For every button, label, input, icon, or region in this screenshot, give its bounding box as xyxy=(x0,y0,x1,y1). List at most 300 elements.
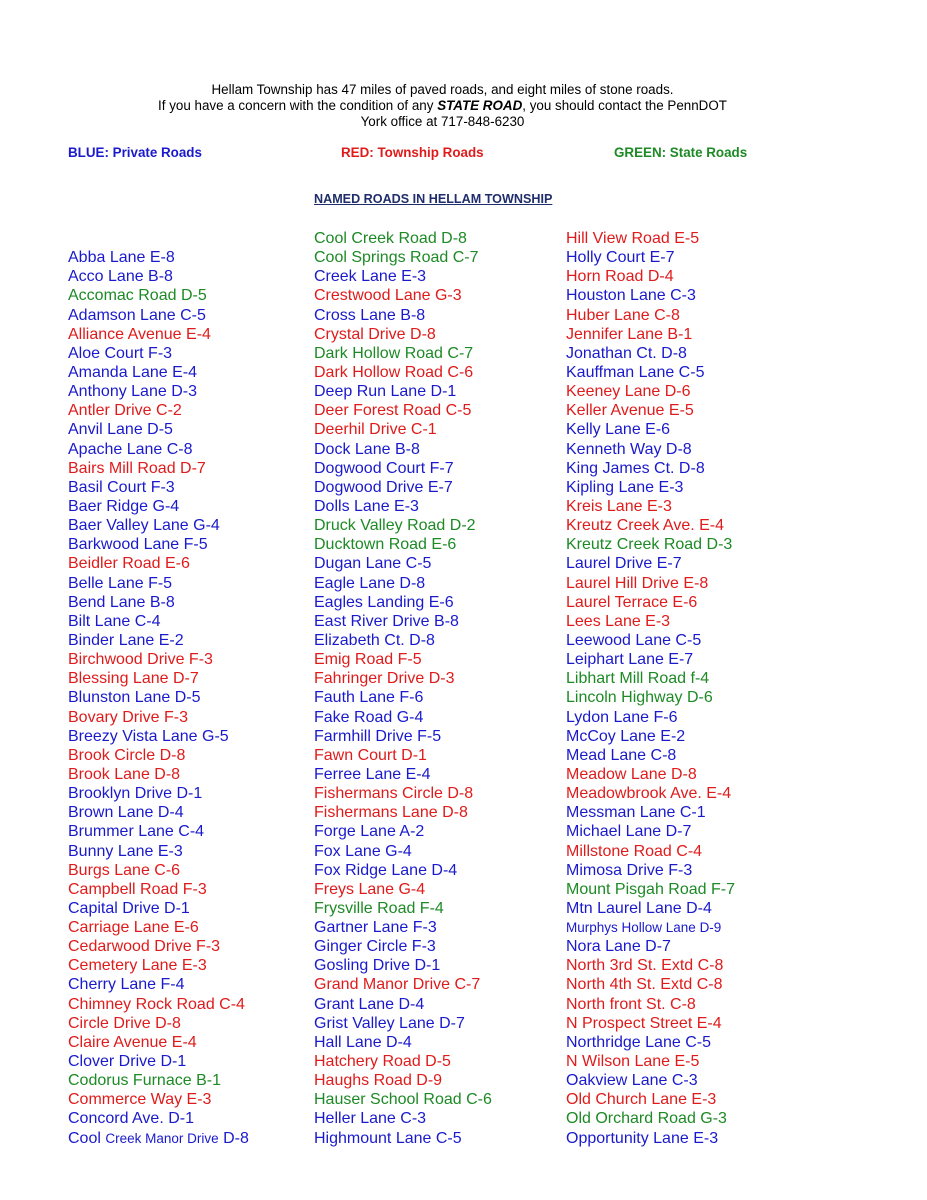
road-entry xyxy=(314,975,492,994)
road-entry xyxy=(314,325,492,344)
road-name: Claire Avenue E-4 xyxy=(68,1033,197,1051)
road-entry xyxy=(314,784,492,803)
road-entry xyxy=(566,899,735,918)
road-name: Bunny Lane E-3 xyxy=(68,842,183,860)
road-name: Mtn Laurel Lane D-4 xyxy=(566,899,712,917)
road-entry xyxy=(68,516,249,535)
road-name: Fawn Court D-1 xyxy=(314,746,427,764)
road-name: Anthony Lane D-3 xyxy=(68,383,197,401)
road-name: Clover Drive D-1 xyxy=(68,1053,187,1071)
road-entry xyxy=(566,861,735,880)
road-entry xyxy=(68,1071,249,1090)
road-name: North 3rd St. Extd C-8 xyxy=(566,957,724,975)
road-name: Brummer Lane C-4 xyxy=(68,823,205,841)
road-entry xyxy=(68,995,249,1014)
road-entry xyxy=(566,918,735,937)
road-name: Bairs Mill Road D-7 xyxy=(68,459,206,477)
road-name: Dark Hollow Road C-6 xyxy=(314,363,474,381)
road-entry xyxy=(566,459,735,478)
road-entry xyxy=(68,1033,249,1052)
road-entry xyxy=(68,229,249,248)
road-entry xyxy=(566,746,735,765)
road-entry xyxy=(566,306,735,325)
road-name: Blunston Lane D-5 xyxy=(68,689,201,707)
road-name: Anvil Lane D-5 xyxy=(68,421,173,439)
road-entry xyxy=(566,803,735,822)
road-entry xyxy=(68,1109,249,1128)
road-entry xyxy=(68,401,249,420)
road-name: Leewood Lane C-5 xyxy=(566,631,702,649)
intro-line-2 xyxy=(0,98,885,114)
road-entry xyxy=(314,1033,492,1052)
road-name: Beidler Road E-6 xyxy=(68,555,190,573)
road-entry xyxy=(566,420,735,439)
road-entry xyxy=(314,1071,492,1090)
road-name: Gartner Lane F-3 xyxy=(314,919,437,937)
road-entry xyxy=(68,650,249,669)
road-name: Alliance Avenue E-4 xyxy=(68,325,211,343)
road-entry xyxy=(566,612,735,631)
road-entry xyxy=(314,306,492,325)
road-name: Forge Lane A-2 xyxy=(314,823,425,841)
road-entry xyxy=(68,937,249,956)
road-entry xyxy=(314,861,492,880)
road-entry xyxy=(566,975,735,994)
road-entry xyxy=(68,267,249,286)
road-name: Dugan Lane C-5 xyxy=(314,555,432,573)
road-entry xyxy=(566,708,735,727)
road-name: Cemetery Lane E-3 xyxy=(68,957,207,975)
road-name: Kenneth Way D-8 xyxy=(566,440,692,458)
road-name: Kauffman Lane C-5 xyxy=(566,363,705,381)
road-name: Eagles Landing E-6 xyxy=(314,593,454,611)
road-entry xyxy=(314,554,492,573)
road-name: East River Drive B-8 xyxy=(314,612,459,630)
road-name: Messman Lane C-1 xyxy=(566,804,706,822)
road-name: Mead Lane C-8 xyxy=(566,746,677,764)
road-name: King James Ct. D-8 xyxy=(566,459,705,477)
road-name: Breezy Vista Lane G-5 xyxy=(68,727,229,745)
road-name: Blessing Lane D-7 xyxy=(68,670,199,688)
road-entry xyxy=(68,842,249,861)
road-entry xyxy=(566,822,735,841)
road-entry xyxy=(314,937,492,956)
road-name: Fauth Lane F-6 xyxy=(314,689,424,707)
road-name: Cherry Lane F-4 xyxy=(68,976,185,994)
road-entry xyxy=(566,631,735,650)
road-name: Laurel Terrace E-6 xyxy=(566,593,698,611)
road-name: Baer Ridge G-4 xyxy=(68,497,180,515)
road-entry xyxy=(68,325,249,344)
road-name: Holly Court E-7 xyxy=(566,249,675,267)
road-entry xyxy=(314,842,492,861)
road-entry xyxy=(566,382,735,401)
road-name: Kreutz Creek Ave. E-4 xyxy=(566,517,724,535)
road-entry xyxy=(566,344,735,363)
road-name: Brown Lane D-4 xyxy=(68,804,184,822)
road-name: Horn Road D-4 xyxy=(566,268,674,286)
road-entry xyxy=(566,727,735,746)
road-name: Dogwood Drive E-7 xyxy=(314,478,453,496)
legend-state: GREEN: State Roads xyxy=(614,145,748,160)
road-name: Lincoln Highway D-6 xyxy=(566,689,713,707)
road-entry xyxy=(566,669,735,688)
road-entry xyxy=(68,1090,249,1109)
road-name: Lees Lane E-3 xyxy=(566,612,671,630)
road-name: Burgs Lane C-6 xyxy=(68,861,181,879)
road-name: Deer Forest Road C-5 xyxy=(314,402,472,420)
road-name: Codorus Furnace B-1 xyxy=(68,1072,221,1090)
road-entry xyxy=(314,650,492,669)
state-road-emphasis: STATE ROAD xyxy=(437,98,523,113)
road-entry xyxy=(314,956,492,975)
road-entry xyxy=(566,765,735,784)
road-name: Apache Lane C-8 xyxy=(68,440,193,458)
road-entry xyxy=(68,382,249,401)
road-name: Campbell Road F-3 xyxy=(68,880,207,898)
road-entry xyxy=(566,880,735,899)
road-entry xyxy=(566,1090,735,1109)
road-entry xyxy=(68,631,249,650)
road-name: Dolls Lane E-3 xyxy=(314,497,419,515)
road-name: Abba Lane E-8 xyxy=(68,249,175,267)
road-entry xyxy=(68,497,249,516)
road-entry xyxy=(566,937,735,956)
road-name: Concord Ave. D-1 xyxy=(68,1110,194,1128)
road-entry xyxy=(314,1090,492,1109)
road-entry xyxy=(68,478,249,497)
road-entry xyxy=(314,382,492,401)
road-name: Fahringer Drive D-3 xyxy=(314,670,455,688)
road-name: Mount Pisgah Road F-7 xyxy=(566,880,735,898)
road-entry xyxy=(314,631,492,650)
road-entry xyxy=(314,229,492,248)
intro-line-2-post: , you should contact the PennDOT xyxy=(522,98,727,113)
road-entry xyxy=(68,440,249,459)
road-entry xyxy=(566,650,735,669)
road-name: N Prospect Street E-4 xyxy=(566,1014,722,1032)
road-name: Emig Road F-5 xyxy=(314,651,422,669)
road-entry xyxy=(68,1014,249,1033)
road-entry xyxy=(314,478,492,497)
road-name: Cedarwood Drive F-3 xyxy=(68,938,221,956)
road-entry xyxy=(566,248,735,267)
legend-private: BLUE: Private Roads xyxy=(68,145,202,160)
road-name: Nora Lane D-7 xyxy=(566,938,671,956)
road-name: Dogwood Court F-7 xyxy=(314,459,454,477)
road-entry xyxy=(314,459,492,478)
road-name: Houston Lane C-3 xyxy=(566,287,696,305)
road-entry xyxy=(68,574,249,593)
road-name: Jennifer Lane B-1 xyxy=(566,325,693,343)
road-name: Bilt Lane C-4 xyxy=(68,612,161,630)
road-entry xyxy=(566,363,735,382)
road-name: Cool Springs Road C-7 xyxy=(314,249,479,267)
road-name: Basil Court F-3 xyxy=(68,478,175,496)
road-name: Farmhill Drive F-5 xyxy=(314,727,442,745)
road-entry xyxy=(68,459,249,478)
road-entry xyxy=(314,899,492,918)
road-entry xyxy=(314,420,492,439)
road-entry xyxy=(68,248,249,267)
road-name: Mimosa Drive F-3 xyxy=(566,861,693,879)
road-name: Oakview Lane C-3 xyxy=(566,1072,698,1090)
road-entry xyxy=(566,325,735,344)
road-name: Antler Drive C-2 xyxy=(68,402,182,420)
road-name: Aloe Court F-3 xyxy=(68,344,173,362)
road-entry xyxy=(314,516,492,535)
road-name: Haughs Road D-9 xyxy=(314,1072,443,1090)
road-entry xyxy=(566,995,735,1014)
legend-township: RED: Township Roads xyxy=(341,145,484,160)
road-name: Laurel Drive E-7 xyxy=(566,555,682,573)
road-entry xyxy=(314,995,492,1014)
road-entry xyxy=(566,286,735,305)
road-entry xyxy=(314,401,492,420)
road-entry xyxy=(566,593,735,612)
road-name: Druck Valley Road D-2 xyxy=(314,517,476,535)
road-entry xyxy=(314,497,492,516)
road-entry xyxy=(566,1033,735,1052)
road-name: Kelly Lane E-6 xyxy=(566,421,671,439)
road-entry xyxy=(566,1071,735,1090)
road-entry xyxy=(68,306,249,325)
road-entry xyxy=(566,1129,735,1148)
road-entry xyxy=(68,918,249,937)
road-name: Bovary Drive F-3 xyxy=(68,708,189,726)
road-name: Fox Ridge Lane D-4 xyxy=(314,861,458,879)
road-name: Crestwood Lane G-3 xyxy=(314,287,462,305)
road-column-3 xyxy=(566,229,735,1148)
road-name: Laurel Hill Drive E-8 xyxy=(566,574,709,592)
road-entry xyxy=(566,1109,735,1128)
road-entry xyxy=(314,727,492,746)
road-name: North 4th St. Extd C-8 xyxy=(566,976,723,994)
road-entry xyxy=(314,248,492,267)
road-entry xyxy=(68,727,249,746)
road-entry xyxy=(68,861,249,880)
road-entry xyxy=(566,516,735,535)
road-entry xyxy=(566,842,735,861)
road-entry xyxy=(68,1129,249,1148)
road-name: Commerce Way E-3 xyxy=(68,1091,212,1109)
road-entry xyxy=(68,286,249,305)
road-name: Hatchery Road D-5 xyxy=(314,1053,451,1071)
road-entry xyxy=(314,880,492,899)
road-name: Bend Lane B-8 xyxy=(68,593,175,611)
road-entry xyxy=(314,746,492,765)
road-entry xyxy=(566,554,735,573)
road-entry xyxy=(68,688,249,707)
road-name: Grand Manor Drive C-7 xyxy=(314,976,481,994)
road-name: Fake Road G-4 xyxy=(314,708,424,726)
road-name: Barkwood Lane F-5 xyxy=(68,536,208,554)
road-name: Adamson Lane C-5 xyxy=(68,306,206,324)
road-name: North front St. C-8 xyxy=(566,995,696,1013)
road-entry xyxy=(68,535,249,554)
road-entry xyxy=(314,267,492,286)
road-grid-ref: D-8 xyxy=(218,1129,249,1147)
road-entry xyxy=(68,554,249,573)
road-entry xyxy=(566,478,735,497)
road-entry xyxy=(68,708,249,727)
road-entry xyxy=(566,535,735,554)
road-entry xyxy=(314,286,492,305)
road-entry xyxy=(566,440,735,459)
road-name: Belle Lane F-5 xyxy=(68,574,173,592)
road-entry xyxy=(68,344,249,363)
road-entry xyxy=(68,975,249,994)
road-entry xyxy=(566,1052,735,1071)
road-entry xyxy=(68,784,249,803)
road-entry xyxy=(314,1109,492,1128)
road-entry xyxy=(314,1014,492,1033)
road-name: Lydon Lane F-6 xyxy=(566,708,678,726)
road-entry xyxy=(68,593,249,612)
intro-text xyxy=(0,82,885,130)
road-name: Old Orchard Road G-3 xyxy=(566,1110,727,1128)
road-name: Hill View Road E-5 xyxy=(566,230,700,247)
road-name: Creek Lane E-3 xyxy=(314,268,427,286)
road-entry xyxy=(68,1052,249,1071)
road-entry xyxy=(566,497,735,516)
road-name: Brooklyn Drive D-1 xyxy=(68,785,203,803)
road-entry xyxy=(314,612,492,631)
road-name-small: Creek Manor Drive xyxy=(105,1130,219,1146)
road-entry xyxy=(566,574,735,593)
road-name: Northridge Lane C-5 xyxy=(566,1033,711,1051)
road-name: Frysville Road F-4 xyxy=(314,899,444,917)
road-entry xyxy=(68,363,249,382)
road-name: Freys Lane G-4 xyxy=(314,880,426,898)
intro-line-2-pre: If you have a concern with the condition of any xyxy=(158,98,438,113)
road-name: Acco Lane B-8 xyxy=(68,268,173,286)
road-name: Deerhil Drive C-1 xyxy=(314,421,437,439)
road-entry xyxy=(68,765,249,784)
road-name: Fishermans Circle D-8 xyxy=(314,785,474,803)
road-entry xyxy=(314,535,492,554)
road-name: Ferree Lane E-4 xyxy=(314,765,431,783)
road-entry xyxy=(314,822,492,841)
road-entry xyxy=(314,344,492,363)
road-entry xyxy=(314,440,492,459)
road-name: Circle Drive D-8 xyxy=(68,1014,181,1032)
road-entry xyxy=(314,593,492,612)
road-entry xyxy=(314,669,492,688)
road-name: Old Church Lane E-3 xyxy=(566,1091,717,1109)
road-name: Carriage Lane E-6 xyxy=(68,919,199,937)
road-entry xyxy=(68,899,249,918)
road-name: Dark Hollow Road C-7 xyxy=(314,344,474,362)
road-name: Libhart Mill Road f-4 xyxy=(566,670,710,688)
road-name: Cool xyxy=(68,1129,106,1147)
road-name: Meadowbrook Ave. E-4 xyxy=(566,785,732,803)
road-name: Michael Lane D-7 xyxy=(566,823,692,841)
road-entry xyxy=(68,612,249,631)
intro-line-1: Hellam Township has 47 miles of paved roads, and eight miles of stone roads. xyxy=(211,82,674,97)
road-name: Crystal Drive D-8 xyxy=(314,325,436,343)
road-entry xyxy=(68,420,249,439)
road-entry xyxy=(314,574,492,593)
road-name: Cross Lane B-8 xyxy=(314,306,426,324)
road-entry xyxy=(314,1129,492,1148)
road-name: Fox Lane G-4 xyxy=(314,842,412,860)
road-name: Jonathan Ct. D-8 xyxy=(566,344,687,362)
road-name: Ducktown Road E-6 xyxy=(314,536,457,554)
road-name: Brook Circle D-8 xyxy=(68,746,186,764)
road-name: Kreutz Creek Road D-3 xyxy=(566,536,733,554)
road-name: Keeney Lane D-6 xyxy=(566,383,691,401)
road-name: Dock Lane B-8 xyxy=(314,440,420,458)
page-title: NAMED ROADS IN HELLAM TOWNSHIP xyxy=(314,192,553,206)
road-entry xyxy=(68,669,249,688)
road-name: Gosling Drive D-1 xyxy=(314,957,441,975)
road-entry xyxy=(566,1014,735,1033)
road-entry xyxy=(314,363,492,382)
road-entry xyxy=(314,1052,492,1071)
road-name: Huber Lane C-8 xyxy=(566,306,680,324)
road-name: Heller Lane C-3 xyxy=(314,1110,427,1128)
road-entry xyxy=(566,956,735,975)
road-name: Accomac Road D-5 xyxy=(68,287,207,305)
road-name-small: Murphys Hollow Lane D-9 xyxy=(566,920,722,936)
road-entry xyxy=(314,708,492,727)
road-entry xyxy=(566,401,735,420)
road-name: Highmount Lane C-5 xyxy=(314,1129,462,1147)
road-name: Capital Drive D-1 xyxy=(68,899,190,917)
road-entry xyxy=(68,746,249,765)
road-name: Kreis Lane E-3 xyxy=(566,497,672,515)
road-entry xyxy=(314,688,492,707)
road-name: McCoy Lane E-2 xyxy=(566,727,686,745)
road-name: Hall Lane D-4 xyxy=(314,1033,412,1051)
road-name: N Wilson Lane E-5 xyxy=(566,1053,700,1071)
road-name: Deep Run Lane D-1 xyxy=(314,383,457,401)
intro-line-3: York office at 717-848-6230 xyxy=(360,114,525,129)
road-entry xyxy=(314,803,492,822)
road-name: Chimney Rock Road C-4 xyxy=(68,995,245,1013)
road-name: Elizabeth Ct. D-8 xyxy=(314,631,435,649)
road-name: Fishermans Lane D-8 xyxy=(314,804,468,822)
road-name: Birchwood Drive F-3 xyxy=(68,651,213,669)
road-name: Meadow Lane D-8 xyxy=(566,765,697,783)
road-name: Baer Valley Lane G-4 xyxy=(68,517,220,535)
road-entry xyxy=(314,765,492,784)
road-entry xyxy=(68,880,249,899)
road-name: Grant Lane D-4 xyxy=(314,995,425,1013)
road-entry xyxy=(566,229,735,248)
road-name: Keller Avenue E-5 xyxy=(566,402,694,420)
road-name: Cool Creek Road D-8 xyxy=(314,230,467,247)
road-name: Eagle Lane D-8 xyxy=(314,574,426,592)
road-column-2 xyxy=(314,229,492,1148)
road-column-1 xyxy=(68,229,249,1148)
road-name: Brook Lane D-8 xyxy=(68,765,181,783)
road-entry xyxy=(566,688,735,707)
road-name: Millstone Road C-4 xyxy=(566,842,703,860)
road-name: Binder Lane E-2 xyxy=(68,631,184,649)
road-name: Amanda Lane E-4 xyxy=(68,363,197,381)
road-name: Ginger Circle F-3 xyxy=(314,938,436,956)
road-name: Kipling Lane E-3 xyxy=(566,478,684,496)
road-entry xyxy=(68,803,249,822)
road-entry xyxy=(314,918,492,937)
road-entry xyxy=(566,784,735,803)
road-name: Grist Valley Lane D-7 xyxy=(314,1014,465,1032)
road-entry xyxy=(68,956,249,975)
road-name: Opportunity Lane E-3 xyxy=(566,1129,719,1147)
road-entry xyxy=(68,822,249,841)
